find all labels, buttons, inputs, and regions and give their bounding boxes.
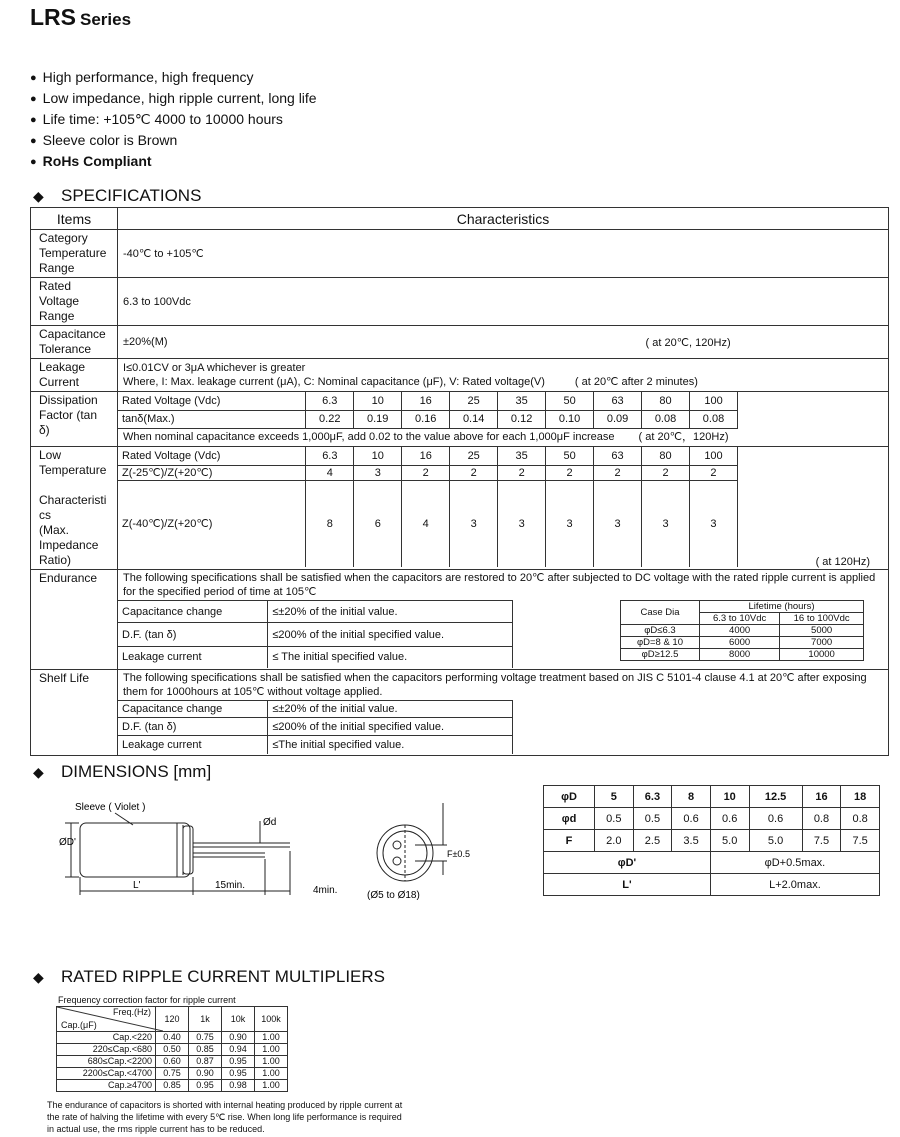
impedance-ratio-cell: 6 xyxy=(354,480,402,567)
lead-pitch-cell: 2.5 xyxy=(633,830,672,852)
ripple-corner-cell xyxy=(57,1007,156,1032)
rated-voltage-value: 6.3 to 100Vdc xyxy=(118,278,889,326)
voltage-cell: 25 xyxy=(450,392,498,410)
specifications-table xyxy=(30,207,889,756)
tan-delta-cell: 0.09 xyxy=(594,410,642,428)
capacitance-range-cell: 220≤Cap.<680 xyxy=(57,1044,156,1056)
voltage-cell: 50 xyxy=(546,447,594,465)
impedance-ratio-cell: 3 xyxy=(594,480,642,567)
low-temp-label: Low Temperature Characteristi cs (Max. Impedance Ratio) xyxy=(31,447,118,570)
multiplier-cell: 0.95 xyxy=(189,1080,222,1092)
feature-item: ● Sleeve color is Brown xyxy=(30,131,317,152)
pitch-label: F±0.5 xyxy=(447,849,470,859)
impedance-ratio-cell: 2 xyxy=(594,465,642,480)
tan-delta-cell: 0.22 xyxy=(306,410,354,428)
voltage-cell: 80 xyxy=(642,392,690,410)
impedance-ratio-cell: 3 xyxy=(450,480,498,567)
voltage-cell: 35 xyxy=(498,392,546,410)
lead-diameter-cell: 0.5 xyxy=(595,808,634,830)
leakage-cell xyxy=(118,359,889,392)
voltage-cell: 80 xyxy=(642,447,690,465)
case-diameter-cell: 18 xyxy=(841,786,880,808)
od-label: ØD' xyxy=(59,837,76,848)
frequency-header: 1k xyxy=(189,1007,222,1032)
series-word: Series xyxy=(80,10,132,29)
multiplier-cell: 0.85 xyxy=(156,1080,189,1092)
df-note-condition: ( at 20℃，120Hz) xyxy=(638,430,729,443)
frequency-header: 120 xyxy=(156,1007,189,1032)
capacitor-dimension-drawing xyxy=(55,795,495,910)
impedance-ratio-cell: 2 xyxy=(642,465,690,480)
cap-tol-label: Capacitance Tolerance xyxy=(31,326,118,359)
shelf-life-label: Shelf Life xyxy=(31,670,118,756)
category-value: -40℃ to +105℃ xyxy=(118,230,889,278)
lead-4min-label: 4min. xyxy=(313,885,338,896)
table-row xyxy=(57,1044,288,1056)
multiplier-cell: 1.00 xyxy=(255,1032,288,1044)
multiplier-cell: 0.90 xyxy=(222,1032,255,1044)
lead-diameter-cell: 0.6 xyxy=(710,808,749,830)
endurance-cell xyxy=(118,570,889,670)
series-code: LRS xyxy=(30,4,76,30)
voltage-cell: 50 xyxy=(546,392,594,410)
feature-item-rohs: ● RoHs Compliant xyxy=(30,152,317,173)
lead-diameter-cell: 0.5 xyxy=(633,808,672,830)
impedance-ratio-cell: 4 xyxy=(306,465,354,480)
feature-item: ● High performance, high frequency xyxy=(30,68,317,89)
case-diameter-cell: 5 xyxy=(595,786,634,808)
tan-delta-cell: 0.16 xyxy=(402,410,450,428)
multiplier-cell: 0.90 xyxy=(189,1068,222,1080)
col-items: Items xyxy=(31,208,118,230)
sleeve-label: Sleeve ( Violet ) xyxy=(75,802,146,813)
impedance-ratio-cell: 2 xyxy=(689,465,737,480)
impedance-ratio-cell: 2 xyxy=(402,465,450,480)
df-cell xyxy=(118,392,889,447)
section-dimensions: ◆ DIMENSIONS [mm] xyxy=(33,762,212,781)
multiplier-cell: 0.87 xyxy=(189,1056,222,1068)
voltage-cell: 10 xyxy=(354,447,402,465)
lifetime-table: Case Dia Lifetime (hours) 6.3 to 10Vdc 16 to 100Vdc φD≤6.3 4000 5000 φD=8 & 10 6000 7000 φD≥12.5 8000 10000 xyxy=(620,600,864,661)
multiplier-cell: 0.94 xyxy=(222,1044,255,1056)
capacitance-range-cell: Cap.<220 xyxy=(57,1032,156,1044)
leakage-condition: ( at 20℃ after 2 minutes) xyxy=(574,376,698,388)
tan-delta-cell: 0.08 xyxy=(690,410,738,428)
voltage-cell: 16 xyxy=(402,392,450,410)
voltage-cell: 63 xyxy=(594,392,642,410)
impedance-ratio-cell: 8 xyxy=(306,480,354,567)
phi-d-prime-label: φD' xyxy=(544,852,711,874)
section-ripple: ◆ RATED RIPPLE CURRENT MULTIPLIERS xyxy=(33,967,386,986)
phi-d-prime-value: φD+0.5max. xyxy=(710,852,879,874)
lead-diameter-cell: 0.8 xyxy=(841,808,880,830)
df-table: Rated Voltage (Vdc) 6.3 10 16 25 35 50 63 80 100 tanδ(Max.) 0.22 0.19 0.16 0.14 0.12 0.10 0.09 0.08 0.08 xyxy=(118,392,738,429)
ripple-table xyxy=(56,1006,288,1092)
leakage-label: Leakage Current xyxy=(31,359,118,392)
lead-pitch-cell: 5.0 xyxy=(749,830,802,852)
capacitor-body xyxy=(80,823,190,877)
cap-tol-condition: ( at 20℃, 120Hz) xyxy=(645,337,731,349)
cap-tol-cell xyxy=(118,326,889,359)
ripple-caption: Frequency correction factor for ripple current xyxy=(58,995,236,1005)
voltage-cell: 35 xyxy=(498,447,546,465)
multiplier-cell: 0.75 xyxy=(189,1032,222,1044)
multiplier-cell: 0.95 xyxy=(222,1056,255,1068)
multiplier-cell: 0.95 xyxy=(222,1068,255,1080)
impedance-ratio-cell: 2 xyxy=(498,465,546,480)
l-prime-label: L' xyxy=(544,874,711,896)
multiplier-cell: 1.00 xyxy=(255,1068,288,1080)
l-prime-value: L+2.0max. xyxy=(710,874,879,896)
diamond-bullet-icon: ◆ xyxy=(33,969,44,985)
feature-list xyxy=(30,68,317,173)
col-characteristics: Characteristics xyxy=(118,208,889,230)
lead-pitch-cell: 5.0 xyxy=(710,830,749,852)
shelf-life-cell xyxy=(118,670,889,756)
multiplier-cell: 0.40 xyxy=(156,1032,189,1044)
df-note: When nominal capacitance exceeds 1,000μF, add 0.02 to the value above for each 1,000μF increase xyxy=(123,430,615,443)
lead-diameter-cell: 0.6 xyxy=(672,808,711,830)
multiplier-cell: 0.50 xyxy=(156,1044,189,1056)
table-row xyxy=(57,1056,288,1068)
capacitance-range-cell: 680≤Cap.<2200 xyxy=(57,1056,156,1068)
diamond-bullet-icon: ◆ xyxy=(33,188,44,204)
cap-label: Cap.(μF) xyxy=(61,1020,97,1030)
leakage-where: Where, I: Max. leakage current (μA), C: Nominal capacitance (μF), V: Rated voltage(V) xyxy=(123,376,545,388)
dimensions-table: φD 5 6.3 8 10 12.5 16 18 φd 0.5 0.5 0.6 0.6 0.6 0.8 0.8 F 2.0 2.5 3.5 5.0 5.0 7.5 7.5 φD' φD+0.5max. L' L+2.0max. xyxy=(543,785,880,896)
diamond-bullet-icon: ◆ xyxy=(33,764,44,780)
series-title xyxy=(30,4,131,31)
tan-delta-cell: 0.12 xyxy=(498,410,546,428)
impedance-ratio-cell: 2 xyxy=(450,465,498,480)
case-diameter-cell: 16 xyxy=(802,786,841,808)
shelf-life-table: Capacitance change ≤±20% of the initial value. D.F. (tan δ) ≤200% of the initial specified value. Leakage current ≤The initial specified value. xyxy=(118,700,513,754)
case-diameter-cell: 10 xyxy=(710,786,749,808)
tan-delta-cell: 0.19 xyxy=(354,410,402,428)
impedance-ratio-cell: 3 xyxy=(546,480,594,567)
endurance-label: Endurance xyxy=(31,570,118,670)
frequency-header: 10k xyxy=(222,1007,255,1032)
table-row xyxy=(57,1068,288,1080)
impedance-ratio-cell: 3 xyxy=(498,480,546,567)
endurance-text: The following specifications shall be satisfied when the capacitors are restored to 20℃ after subjected to DC voltage with the rated ripple current is applied for the specified period of time at 105℃ xyxy=(123,572,876,598)
table-row xyxy=(57,1032,288,1044)
endurance-table: Capacitance change ≤±20% of the initial value. D.F. (tan δ) ≤200% of the initial specified value. Leakage current ≤ The initial specified value. xyxy=(118,600,513,668)
feature-item: ● Life time: +105℃ 4000 to 10000 hours xyxy=(30,110,317,131)
frequency-header: 100k xyxy=(255,1007,288,1032)
impedance-ratio-cell: 3 xyxy=(354,465,402,480)
category-label: Category Temperature Range xyxy=(31,230,118,278)
impedance-ratio-cell: 3 xyxy=(642,480,690,567)
voltage-cell: 16 xyxy=(402,447,450,465)
case-diameter-cell: 12.5 xyxy=(749,786,802,808)
case-diameter-cell: 8 xyxy=(672,786,711,808)
section-specifications: ◆ SPECIFICATIONS xyxy=(33,186,202,205)
capacitance-range-cell: Cap.≥4700 xyxy=(57,1080,156,1092)
voltage-cell: 25 xyxy=(450,447,498,465)
multiplier-cell: 0.75 xyxy=(156,1068,189,1080)
voltage-cell: 6.3 xyxy=(306,447,354,465)
lead-diameter-cell: 0.6 xyxy=(749,808,802,830)
impedance-ratio-cell: 4 xyxy=(402,480,450,567)
tan-delta-cell: 0.10 xyxy=(546,410,594,428)
case-diameter-cell: 6.3 xyxy=(633,786,672,808)
low-temp-table: Rated Voltage (Vdc) 6.3 10 16 25 35 50 63 80 100 Z(-25℃)/Z(+20℃) 4 3 2 2 2 2 2 2 2 Z(-40℃)/Z(+20℃) 8 6 4 3 3 3 3 3 3 xyxy=(118,447,738,567)
diameter-range-label: (Ø5 to Ø18) xyxy=(367,890,420,901)
df-label: Dissipation Factor (tan δ) xyxy=(31,392,118,447)
capacitance-range-cell: 2200≤Cap.<4700 xyxy=(57,1068,156,1080)
voltage-cell: 10 xyxy=(354,392,402,410)
lead-pitch-cell: 3.5 xyxy=(672,830,711,852)
multiplier-cell: 1.00 xyxy=(255,1080,288,1092)
length-label: L' xyxy=(133,880,141,891)
freq-label: Freq.(Hz) xyxy=(113,1007,151,1017)
lead-pitch-cell: 7.5 xyxy=(802,830,841,852)
low-temp-condition: ( at 120Hz) xyxy=(815,556,870,568)
cap-tol-value: ±20%(M) xyxy=(123,336,168,348)
multiplier-cell: 1.00 xyxy=(255,1044,288,1056)
tan-delta-cell: 0.08 xyxy=(642,410,690,428)
voltage-cell: 6.3 xyxy=(306,392,354,410)
lead-pitch-cell: 2.0 xyxy=(595,830,634,852)
df-note-row xyxy=(118,429,888,446)
multiplier-cell: 0.60 xyxy=(156,1056,189,1068)
impedance-ratio-cell: 2 xyxy=(546,465,594,480)
shelf-life-text: The following specifications shall be satisfied when the capacitors performing voltage treatment based on JIS C 5101-4 clause 4.1 at 20℃ after exposing them for 1000hours at 105℃ without voltage applied. xyxy=(123,672,867,698)
lead-15min-label: 15min. xyxy=(215,880,246,891)
voltage-cell: 100 xyxy=(689,447,737,465)
ripple-note: The endurance of capacitors is shorted with internal heating produced by ripple current at the rate of halving the lifetime with every 5℃ rise. When long life performance is required in actual use, the rms ripple current has to be reduced. xyxy=(47,1100,403,1134)
lead-pitch-cell: 7.5 xyxy=(841,830,880,852)
voltage-cell: 100 xyxy=(690,392,738,410)
leakage-formula: I≤0.01CV or 3μA whichever is greater xyxy=(123,362,306,374)
multiplier-cell: 0.85 xyxy=(189,1044,222,1056)
impedance-ratio-cell: 3 xyxy=(689,480,737,567)
voltage-cell: 63 xyxy=(594,447,642,465)
lead-diameter-label: Ød xyxy=(263,817,277,828)
lead-diameter-cell: 0.8 xyxy=(802,808,841,830)
multiplier-cell: 1.00 xyxy=(255,1056,288,1068)
feature-item: ● Low impedance, high ripple current, long life xyxy=(30,89,317,110)
multiplier-cell: 0.98 xyxy=(222,1080,255,1092)
table-row xyxy=(57,1080,288,1092)
low-temp-cell xyxy=(118,447,889,570)
rated-voltage-label: Rated Voltage Range xyxy=(31,278,118,326)
tan-delta-cell: 0.14 xyxy=(450,410,498,428)
